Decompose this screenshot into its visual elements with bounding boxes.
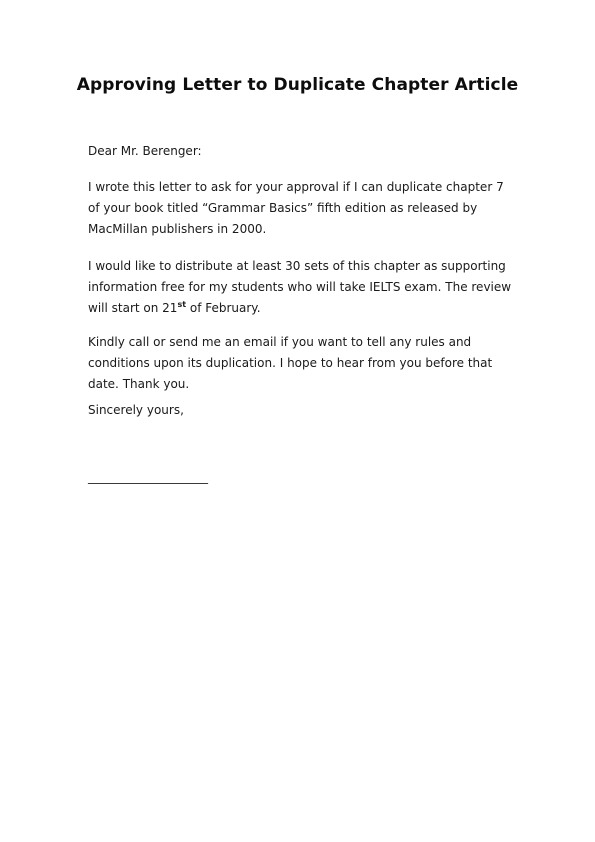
paragraph-line: I wrote this letter to ask for your approval if I can duplicate chapter 7 xyxy=(88,180,504,194)
paragraph-approval-request xyxy=(88,177,513,240)
paragraph-line: of February. xyxy=(186,301,261,315)
paragraph-line: I would like to distribute at least 30 sets of this chapter as supporting xyxy=(88,259,506,273)
paragraph-line: MacMillan publishers in 2000. xyxy=(88,222,267,236)
paragraph-contact-request xyxy=(88,332,513,395)
paragraph-line: Kindly call or send me an email if you want to tell any rules and xyxy=(88,335,472,349)
salutation: Dear Mr. Berenger: xyxy=(88,144,202,158)
signature-line: ____________________ xyxy=(88,470,208,484)
paragraph-line: information free for my students who will take IELTS exam. The review xyxy=(88,280,512,294)
ordinal-suffix: st xyxy=(177,300,187,309)
paragraph-line: will start on 21 xyxy=(88,301,178,315)
closing: Sincerely yours, xyxy=(88,403,184,417)
paragraph-line: conditions upon its duplication. I hope to hear from you before that xyxy=(88,356,493,370)
document-title: Approving Letter to Duplicate Chapter Article xyxy=(76,75,519,95)
paragraph-line: of your book titled “Grammar Basics” fifth edition as released by xyxy=(88,201,478,215)
paragraph-line: date. Thank you. xyxy=(88,377,190,391)
paragraph-distribution xyxy=(88,256,513,319)
